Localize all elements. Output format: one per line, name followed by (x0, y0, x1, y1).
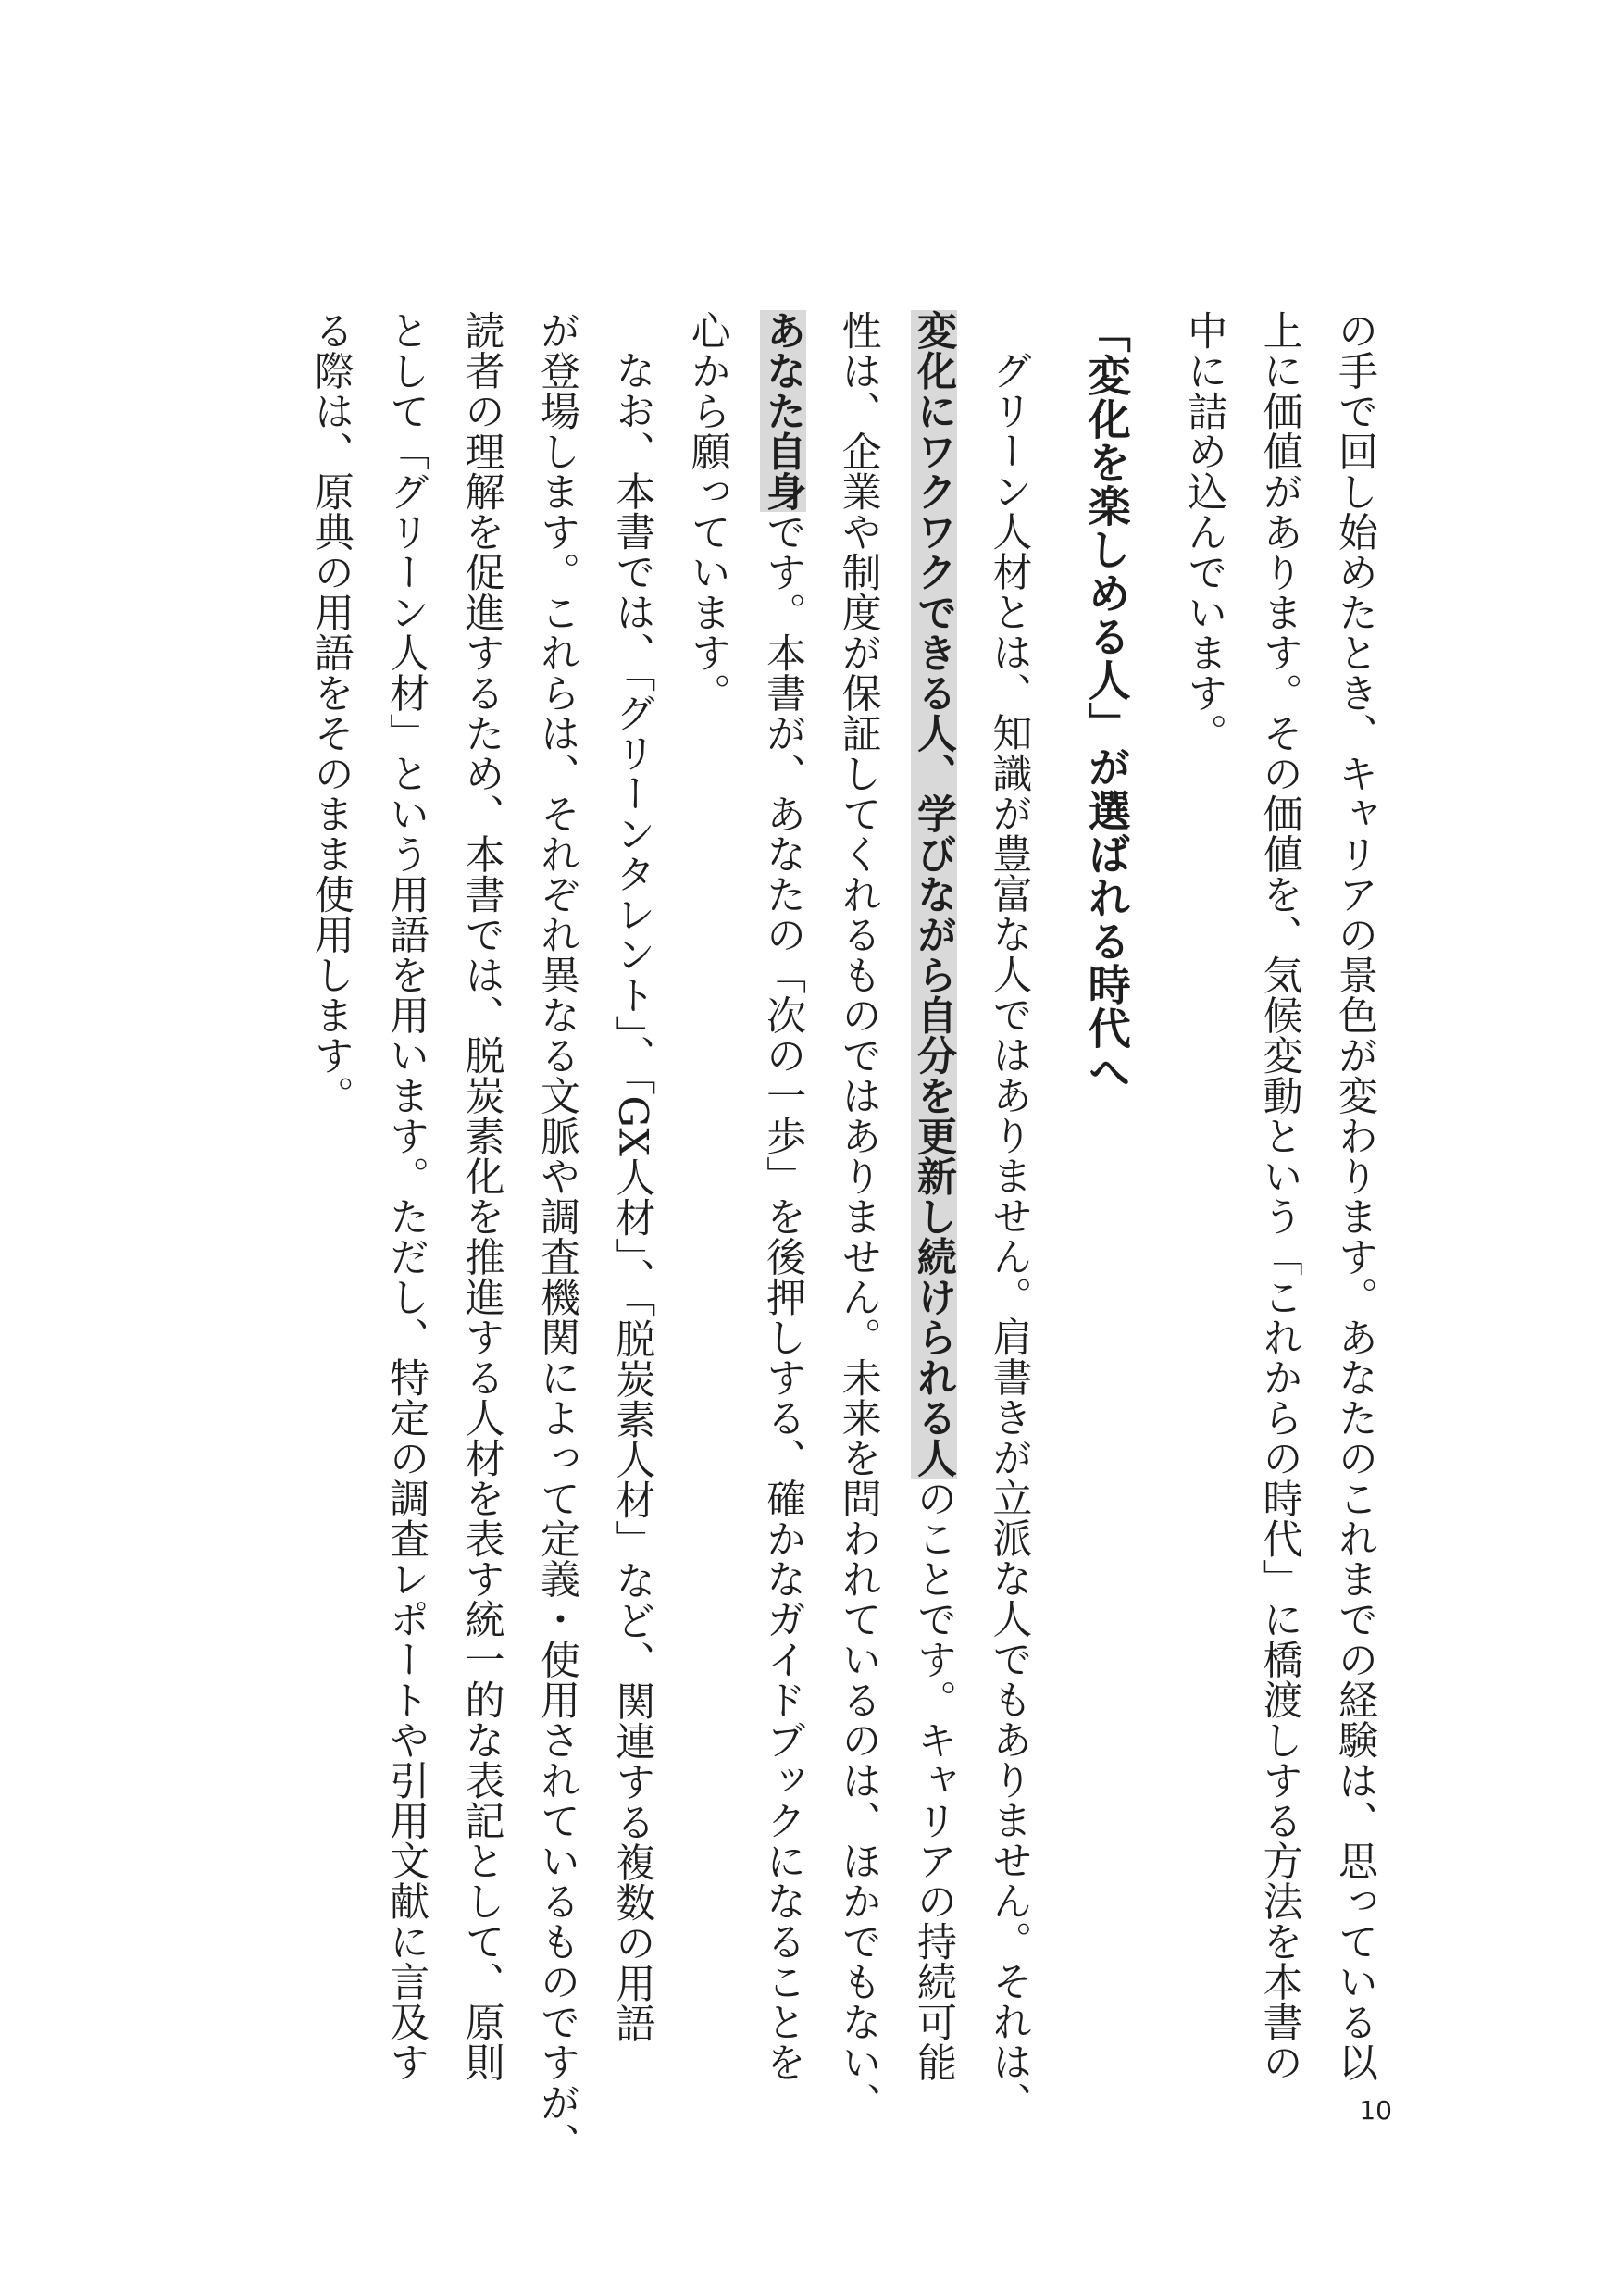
body-line: 心から願っています。 (684, 310, 731, 713)
body-text: です。本書が、あなたの「次の一歩」を後押しする、確かなガイドブックになることを (760, 511, 807, 2082)
body-line: が登場します。これらは、それぞれ異なる文脈や調査機関によって定義・使用されているものですが、 (533, 310, 580, 2163)
body-line: 読者の理解を促進するため、本書では、脱炭素化を推進する人材を表す統一的な表記として、原則 (458, 310, 505, 2082)
body-line: 性は、企業や制度が保証してくれるものではありません。未来を問われているのは、ほかでもない、 (835, 310, 882, 2123)
body-line: る際は、原典の用語をそのまま使用します。 (307, 310, 355, 1116)
highlighted-phrase: 変化にワクワクできる人、学びながら自分を更新し続けられる人 (910, 310, 957, 1479)
body-text: のことです。キャリアの持続可能 (910, 1478, 957, 2082)
body-line: グリーン人材とは、知識が豊富な人ではありません。肩書きが立派な人でもありません。それは、 (986, 350, 1033, 2122)
body-line: として「グリーン人材」という用語を用います。ただし、特定の調査レポートや引用文献に言及す (383, 310, 430, 2082)
page-number: 10 (1359, 2095, 1392, 2126)
highlighted-phrase: あなた自身 (760, 310, 807, 512)
body-line (745, 310, 820, 2082)
body-line (896, 310, 971, 2082)
body-line: の手で回し始めたとき、キャリアの景色が変わります。あなたのこれまでの経験は、思っている以 (1332, 310, 1378, 2082)
body-line: 上に価値があります。その価値を、気候変動という「これからの時代」に橋渡しする方法を本書の (1256, 310, 1303, 2082)
body-line: 中に詰め込んでいます。 (1181, 310, 1228, 754)
section-heading: 「変化を楽しめる人」が選ばれる時代へ (1081, 310, 1132, 1093)
body-line: なお、本書では、「グリーンタレント」、「GX人材」、「脱炭素人材」など、関連する複数の用語 (609, 350, 656, 2043)
